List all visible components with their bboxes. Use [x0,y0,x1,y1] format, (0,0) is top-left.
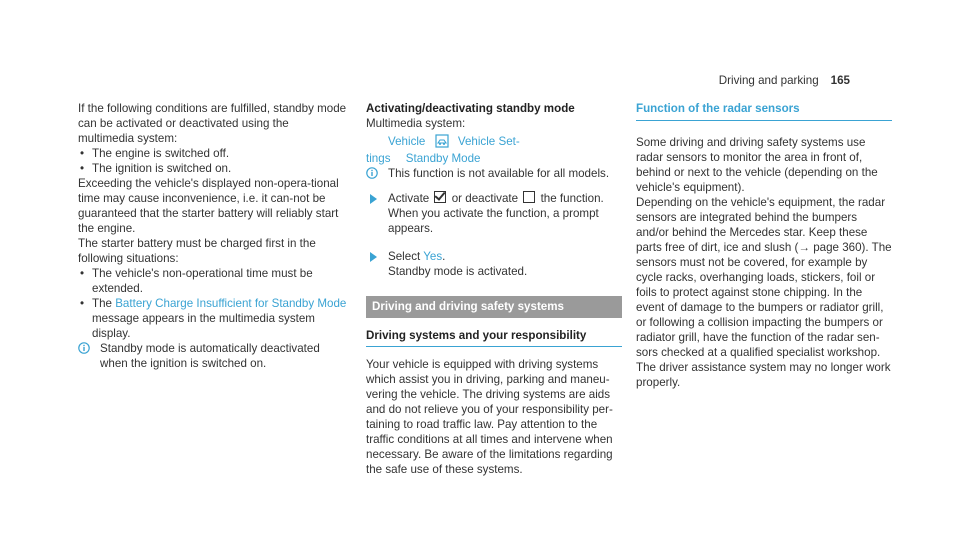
column-left [78,101,348,371]
info-icon [78,342,90,354]
checkbox-checked-icon [434,191,446,203]
conditions-list [78,146,348,176]
list-item [78,296,348,341]
arrow-icon [370,194,377,204]
paragraph: Depending on the vehicle's equipment, the radar sensors are integrated behind the bumpers and/or behind the Mercedes star. Keep these parts free of dirt, ice and slush (→ page 360). The sensors must not be covered, for example by cycle racks, overhanging loads, stickers, foil or foils to protect against stone chipping. In the event of damage to the bumpers or radiator grill, or following a collision impacting the bumpers or radiator grill, have the function of the radar sen-sors checked at a qualified specialist workshop. The driver assistance system may no longer work properly. [636,196,892,389]
page-number: 165 [830,74,850,87]
column-middle [366,101,622,477]
step-result: Standby mode is activated. [388,265,528,278]
list-item: • The vehicle's non-operational time must be extended. [78,266,348,296]
note-text: This function is not available for all models. [388,167,610,180]
paragraph: The starter battery must be charged first in the following situations: [78,237,316,265]
intro-text: If the following conditions are fulfilled, standby mode can be activated or deactivated using the multimedia system: [78,102,347,145]
text: the function. [540,192,604,205]
paragraph: Some driving and driving safety systems use radar sensors to monitor the area in front of, behind or next to the vehicle (depending on the vehicle's equipment). [636,136,878,194]
menu-item-vehicle-settings-a[interactable]: Vehicle Set- [457,135,520,148]
menu-item-standby-mode[interactable]: Standby Mode [405,152,481,165]
message-link[interactable]: Battery Charge Insufficient for Standby Mode [115,297,347,310]
menu-item-vehicle[interactable]: Vehicle [388,135,426,148]
option-yes[interactable]: Yes [423,250,443,263]
section-band: Driving and driving safety systems [366,296,622,318]
section-heading: Function of the radar sensors [636,101,892,121]
text: message appears in the multimedia system display. [92,312,315,340]
text: Activate [388,192,430,205]
text: Select [388,250,424,263]
text: or deactivate [451,192,519,205]
text: . [442,250,446,263]
menu-item-vehicle-settings-b[interactable]: tings [366,152,391,165]
availability-note [366,166,622,181]
body-text: Your vehicle is equipped with driving systems which assist you in driving, parking and maneu-vering the vehicle. The driving systems are aids and do not relieve you of your responsibility per-taining to road traffic law. Pay attention to the traffic conditions at all times and intervene when necessary. Be aware of the limitations regarding the safe use of these systems. [366,358,613,476]
section-heading: Activating/deactivating standby mode [366,102,575,115]
step-2 [366,249,622,279]
subsection-heading: Driving systems and your responsibility [366,328,622,347]
list-item: • The engine is switched off. [78,146,348,161]
checkbox-empty-icon [523,191,535,203]
menu-path-line1 [366,134,622,149]
arrow-icon [370,252,377,262]
list-item: • The ignition is switched on. [78,161,348,176]
header-section: Driving and parking [718,74,819,87]
menu-label: Multimedia system: [366,117,466,130]
note [78,341,348,371]
column-right [636,101,892,390]
situations-list [78,266,348,341]
note-text: Standby mode is automatically deactivated when the ignition is switched on. [100,342,320,370]
car-settings-icon [435,134,449,148]
text: The [92,297,116,310]
paragraph: Exceeding the vehicle's displayed non-opera-tional time may cause inconvenience, i.e. it can-not be guaranteed that the starter battery will reliably start the engine. [78,177,339,235]
menu-path-line2 [366,151,622,166]
info-icon [366,167,378,179]
step-result: When you activate the function, a prompt appears. [388,207,599,235]
step-1 [366,191,622,236]
page-header [719,73,850,88]
